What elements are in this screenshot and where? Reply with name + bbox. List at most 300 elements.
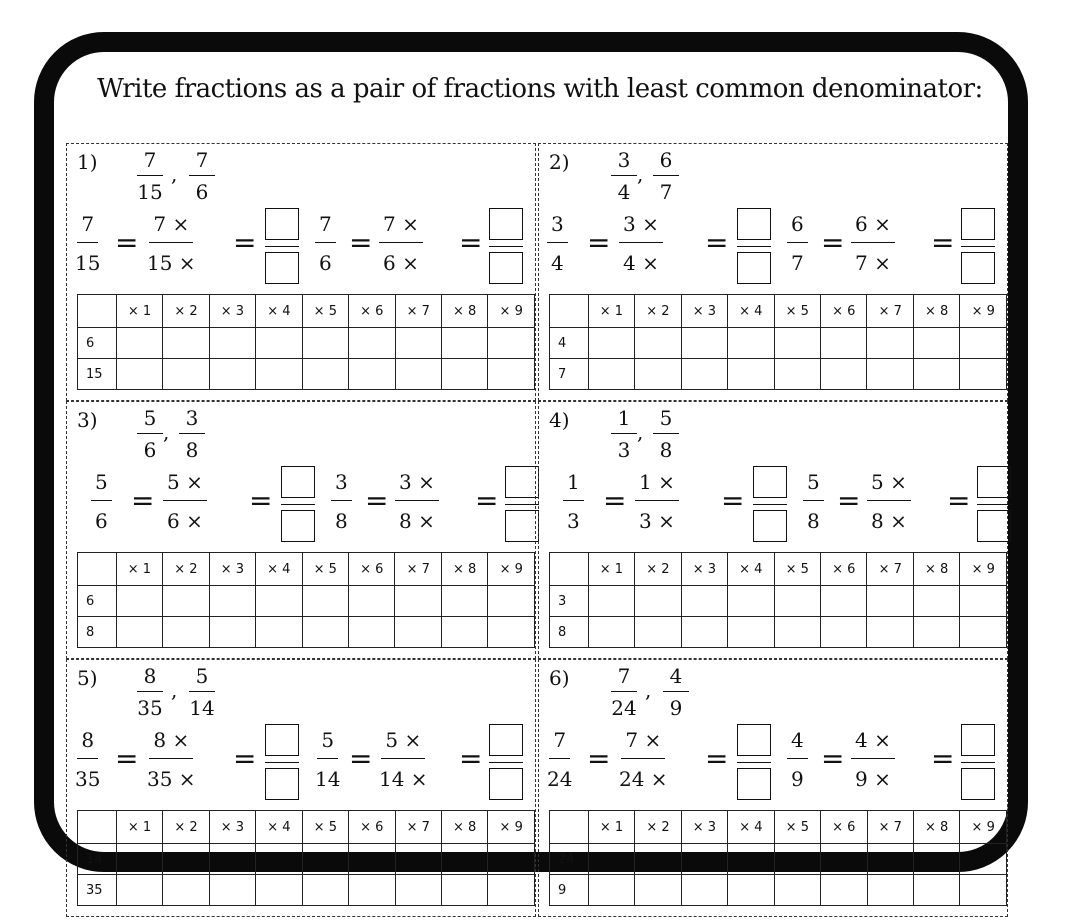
row-label: 8 <box>78 617 117 648</box>
given-fraction-a-numerator: 7 <box>137 150 163 176</box>
numerator-answer-box[interactable] <box>489 724 523 756</box>
multiplied-fraction-b-numerator: 5 × <box>381 730 425 759</box>
denominator-answer-box[interactable] <box>265 768 299 800</box>
table-header-row <box>78 553 535 586</box>
fraction-a-denominator: 3 <box>567 509 580 533</box>
given-fraction-b <box>179 408 205 460</box>
multiplier-header: × 3 <box>681 295 727 328</box>
product-cell[interactable] <box>488 359 535 390</box>
product-cell[interactable] <box>588 328 634 359</box>
product-cell[interactable] <box>588 875 634 906</box>
product-cell[interactable] <box>774 359 820 390</box>
product-cell[interactable] <box>821 844 867 875</box>
given-fraction-a-numerator: 8 <box>137 666 163 692</box>
multiplied-fraction-a-denominator: 15 × <box>147 251 196 275</box>
answer-fraction-boxes[interactable] <box>489 724 523 800</box>
numerator-answer-box[interactable] <box>977 466 1011 498</box>
table-header-row <box>550 295 1007 328</box>
fraction-a-numerator: 1 <box>563 472 584 501</box>
multiplier-header: × 2 <box>635 295 681 328</box>
equals-sign: = <box>349 226 373 259</box>
multiplier-header: × 3 <box>681 553 727 586</box>
answer-fraction-boxes[interactable] <box>505 466 539 542</box>
denominator-answer-box[interactable] <box>737 252 771 284</box>
product-cell[interactable] <box>256 586 302 617</box>
product-cell[interactable] <box>163 844 209 875</box>
product-cell[interactable] <box>728 328 774 359</box>
fraction-b <box>315 214 336 273</box>
product-cell[interactable] <box>960 844 1007 875</box>
product-cell[interactable] <box>302 359 348 390</box>
multiplier-header: × 4 <box>256 553 302 586</box>
given-fraction-a-denominator: 6 <box>143 438 157 462</box>
multiplier-header: × 9 <box>488 295 535 328</box>
multiplier-header: × 7 <box>867 553 913 586</box>
row-label: 6 <box>78 586 117 617</box>
problem-cell-2 <box>538 143 1008 401</box>
fraction-b-numerator: 5 <box>803 472 824 501</box>
fraction-a-numerator: 7 <box>77 214 98 243</box>
product-cell[interactable] <box>635 586 681 617</box>
multiplier-header: × 3 <box>209 811 255 844</box>
product-cell[interactable] <box>728 844 774 875</box>
multiplier-header: × 8 <box>441 295 487 328</box>
fraction-b <box>803 472 824 531</box>
multiplied-fraction-a-denominator: 24 × <box>619 767 668 791</box>
answer-fraction-boxes[interactable] <box>737 724 771 800</box>
denominator-answer-box[interactable] <box>737 768 771 800</box>
product-cell[interactable] <box>349 328 395 359</box>
product-cell[interactable] <box>774 586 820 617</box>
multiplied-fraction-a-denominator: 6 × <box>167 509 203 533</box>
answer-fraction-boxes[interactable] <box>489 208 523 284</box>
multiplication-table <box>77 810 535 906</box>
product-cell[interactable] <box>774 844 820 875</box>
product-cell[interactable] <box>635 875 681 906</box>
numerator-answer-box[interactable] <box>489 208 523 240</box>
multiplied-fraction-a <box>635 472 679 531</box>
answer-fraction-boxes[interactable] <box>961 208 995 284</box>
table-row <box>78 328 535 359</box>
product-cell[interactable] <box>960 328 1007 359</box>
multiplied-fraction-b-denominator: 8 × <box>399 509 435 533</box>
denominator-answer-box[interactable] <box>505 510 539 542</box>
product-cell[interactable] <box>681 875 727 906</box>
row-label: 3 <box>550 586 589 617</box>
fraction-a-denominator: 15 <box>75 251 101 275</box>
multiplier-header: × 7 <box>395 553 441 586</box>
product-cell[interactable] <box>867 617 913 648</box>
product-cell[interactable] <box>302 844 348 875</box>
product-cell[interactable] <box>913 617 959 648</box>
product-cell[interactable] <box>116 875 162 906</box>
product-cell[interactable] <box>163 359 209 390</box>
multiplier-header: × 6 <box>821 811 867 844</box>
product-cell[interactable] <box>821 617 867 648</box>
fraction-a-numerator: 8 <box>77 730 98 759</box>
numerator-answer-box[interactable] <box>961 208 995 240</box>
multiplier-header: × 7 <box>395 811 441 844</box>
equals-sign: = <box>587 226 611 259</box>
product-cell[interactable] <box>209 586 255 617</box>
product-cell[interactable] <box>395 617 441 648</box>
multiplier-header: × 5 <box>774 295 820 328</box>
problem-number: 6) <box>549 666 570 690</box>
fraction-a <box>75 214 100 273</box>
fraction-b-denominator: 6 <box>319 251 332 275</box>
fraction-a-denominator: 6 <box>95 509 108 533</box>
product-cell[interactable] <box>488 844 535 875</box>
product-cell[interactable] <box>960 875 1007 906</box>
fraction-b-numerator: 5 <box>317 730 338 759</box>
multiplier-header: × 9 <box>488 811 535 844</box>
product-cell[interactable] <box>256 328 302 359</box>
equals-sign: = <box>475 484 499 517</box>
numerator-answer-box[interactable] <box>961 724 995 756</box>
multiplier-header: × 8 <box>913 295 959 328</box>
answer-fraction-boxes[interactable] <box>265 724 299 800</box>
product-cell[interactable] <box>635 359 681 390</box>
multiplier-header: × 8 <box>913 553 959 586</box>
product-cell[interactable] <box>867 844 913 875</box>
multiplier-header: × 2 <box>635 811 681 844</box>
comma: , <box>163 420 170 444</box>
multiplier-header: × 1 <box>116 295 162 328</box>
product-cell[interactable] <box>913 586 959 617</box>
denominator-answer-box[interactable] <box>489 252 523 284</box>
fraction-b <box>315 730 340 789</box>
table-row <box>78 617 535 648</box>
product-cell[interactable] <box>395 359 441 390</box>
product-cell[interactable] <box>635 617 681 648</box>
product-cell[interactable] <box>441 844 487 875</box>
product-cell[interactable] <box>774 617 820 648</box>
denominator-answer-box[interactable] <box>961 252 995 284</box>
fraction-a-numerator: 7 <box>549 730 570 759</box>
row-label: 15 <box>78 359 117 390</box>
problem-cell-5 <box>66 659 536 917</box>
product-cell[interactable] <box>349 875 395 906</box>
multiplied-fraction-b-denominator: 14 × <box>379 767 428 791</box>
answer-fraction-boxes[interactable] <box>977 466 1011 542</box>
product-cell[interactable] <box>302 617 348 648</box>
multiplier-header: × 6 <box>821 295 867 328</box>
multiplier-header: × 4 <box>728 811 774 844</box>
multiplier-header: × 7 <box>867 811 913 844</box>
product-cell[interactable] <box>349 617 395 648</box>
given-fraction-b <box>189 150 215 202</box>
product-cell[interactable] <box>913 328 959 359</box>
product-cell[interactable] <box>349 359 395 390</box>
fraction-bar <box>489 762 523 763</box>
multiplied-fraction-b <box>379 730 428 789</box>
product-cell[interactable] <box>681 328 727 359</box>
table-corner-cell <box>78 811 117 844</box>
equals-sign: = <box>131 484 155 517</box>
problem-number: 1) <box>77 150 98 174</box>
table-header-row <box>550 553 1007 586</box>
product-cell[interactable] <box>821 875 867 906</box>
equals-sign: = <box>603 484 627 517</box>
product-cell[interactable] <box>728 875 774 906</box>
answer-fraction-boxes[interactable] <box>281 466 315 542</box>
equals-sign: = <box>115 742 139 775</box>
fraction-b-denominator: 8 <box>335 509 348 533</box>
row-label: 4 <box>550 328 589 359</box>
product-cell[interactable] <box>867 359 913 390</box>
given-fraction-b-denominator: 14 <box>189 696 215 720</box>
numerator-answer-box[interactable] <box>265 208 299 240</box>
product-cell[interactable] <box>588 586 634 617</box>
multiplied-fraction-a <box>619 214 663 273</box>
product-cell[interactable] <box>821 586 867 617</box>
denominator-answer-box[interactable] <box>977 510 1011 542</box>
multiplier-header: × 6 <box>821 553 867 586</box>
given-fraction-a-denominator: 3 <box>617 438 631 462</box>
table-row <box>550 586 1007 617</box>
numerator-answer-box[interactable] <box>753 466 787 498</box>
product-cell[interactable] <box>256 617 302 648</box>
table-corner-cell <box>550 553 589 586</box>
row-label: 6 <box>78 328 117 359</box>
given-fraction-b-numerator: 7 <box>189 150 215 176</box>
answer-fraction-boxes[interactable] <box>961 724 995 800</box>
multiplication-table <box>549 810 1007 906</box>
table-row <box>78 875 535 906</box>
table-row <box>550 359 1007 390</box>
product-cell[interactable] <box>163 328 209 359</box>
equals-sign: = <box>587 742 611 775</box>
denominator-answer-box[interactable] <box>265 252 299 284</box>
fraction-b <box>787 214 808 273</box>
product-cell[interactable] <box>209 359 255 390</box>
equals-sign: = <box>821 226 845 259</box>
product-cell[interactable] <box>913 844 959 875</box>
fraction-a <box>91 472 112 531</box>
table-corner-cell <box>550 295 589 328</box>
given-fraction-a-denominator: 4 <box>617 180 631 204</box>
problem-number: 3) <box>77 408 98 432</box>
comma: , <box>645 678 652 702</box>
row-label: 14 <box>78 844 117 875</box>
given-fraction-b-denominator: 6 <box>195 180 209 204</box>
given-fraction-a <box>611 408 637 460</box>
fraction-a <box>547 214 568 273</box>
equals-sign: = <box>233 742 257 775</box>
multiplier-header: × 7 <box>867 295 913 328</box>
numerator-answer-box[interactable] <box>737 724 771 756</box>
given-fraction-a <box>611 150 637 202</box>
product-cell[interactable] <box>163 617 209 648</box>
answer-fraction-boxes[interactable] <box>737 208 771 284</box>
product-cell[interactable] <box>728 586 774 617</box>
product-cell[interactable] <box>588 359 634 390</box>
denominator-answer-box[interactable] <box>961 768 995 800</box>
product-cell[interactable] <box>349 586 395 617</box>
multiplication-table <box>77 552 535 648</box>
multiplier-header: × 3 <box>209 295 255 328</box>
multiplied-fraction-b-denominator: 8 × <box>871 509 907 533</box>
fraction-a <box>75 730 100 789</box>
equals-sign: = <box>365 484 389 517</box>
product-cell[interactable] <box>441 617 487 648</box>
product-cell[interactable] <box>728 617 774 648</box>
product-cell[interactable] <box>395 586 441 617</box>
multiplier-header: × 2 <box>163 811 209 844</box>
row-label: 35 <box>78 875 117 906</box>
product-cell[interactable] <box>681 586 727 617</box>
equals-sign: = <box>349 742 373 775</box>
product-cell[interactable] <box>588 617 634 648</box>
denominator-answer-box[interactable] <box>281 510 315 542</box>
product-cell[interactable] <box>256 844 302 875</box>
numerator-answer-box[interactable] <box>281 466 315 498</box>
product-cell[interactable] <box>488 875 535 906</box>
fraction-b-denominator: 8 <box>807 509 820 533</box>
product-cell[interactable] <box>302 328 348 359</box>
product-cell[interactable] <box>256 875 302 906</box>
numerator-answer-box[interactable] <box>265 724 299 756</box>
given-fraction-a <box>137 666 163 718</box>
product-cell[interactable] <box>163 586 209 617</box>
product-cell[interactable] <box>960 359 1007 390</box>
product-cell[interactable] <box>163 875 209 906</box>
given-fraction-b-denominator: 8 <box>185 438 199 462</box>
product-cell[interactable] <box>488 617 535 648</box>
answer-fraction-boxes[interactable] <box>753 466 787 542</box>
product-cell[interactable] <box>681 617 727 648</box>
product-cell[interactable] <box>395 328 441 359</box>
answer-fraction-boxes[interactable] <box>265 208 299 284</box>
multiplied-fraction-b <box>379 214 423 273</box>
fraction-a-numerator: 5 <box>91 472 112 501</box>
product-cell[interactable] <box>774 875 820 906</box>
multiplied-fraction-a-numerator: 7 × <box>621 730 665 759</box>
comma: , <box>171 678 178 702</box>
given-fraction-b-numerator: 5 <box>189 666 215 692</box>
product-cell[interactable] <box>867 875 913 906</box>
product-cell[interactable] <box>116 328 162 359</box>
table-corner-cell <box>550 811 589 844</box>
product-cell[interactable] <box>867 328 913 359</box>
equals-sign: = <box>821 742 845 775</box>
row-label: 24 <box>550 844 589 875</box>
denominator-answer-box[interactable] <box>753 510 787 542</box>
fraction-a-denominator: 4 <box>551 251 564 275</box>
multiplied-fraction-a-denominator: 3 × <box>639 509 675 533</box>
product-cell[interactable] <box>488 328 535 359</box>
fraction-b-denominator: 7 <box>791 251 804 275</box>
numerator-answer-box[interactable] <box>737 208 771 240</box>
given-fraction-a-numerator: 1 <box>611 408 637 434</box>
multiplier-header: × 7 <box>395 295 441 328</box>
fraction-bar <box>961 762 995 763</box>
product-cell[interactable] <box>116 617 162 648</box>
multiplied-fraction-a-numerator: 7 × <box>149 214 193 243</box>
product-cell[interactable] <box>302 875 348 906</box>
product-cell[interactable] <box>821 359 867 390</box>
product-cell[interactable] <box>395 844 441 875</box>
fraction-bar <box>977 504 1011 505</box>
product-cell[interactable] <box>441 328 487 359</box>
given-fraction-b <box>189 666 215 718</box>
product-cell[interactable] <box>395 875 441 906</box>
product-cell[interactable] <box>774 328 820 359</box>
product-cell[interactable] <box>209 328 255 359</box>
product-cell[interactable] <box>635 328 681 359</box>
product-cell[interactable] <box>488 586 535 617</box>
product-cell[interactable] <box>349 844 395 875</box>
product-cell[interactable] <box>913 359 959 390</box>
multiplier-header: × 3 <box>209 553 255 586</box>
product-cell[interactable] <box>441 359 487 390</box>
product-cell[interactable] <box>588 844 634 875</box>
product-cell[interactable] <box>960 586 1007 617</box>
product-cell[interactable] <box>441 875 487 906</box>
product-cell[interactable] <box>728 359 774 390</box>
denominator-answer-box[interactable] <box>489 768 523 800</box>
given-fraction-b <box>663 666 689 718</box>
multiplied-fraction-b <box>395 472 439 531</box>
multiplied-fraction-b-denominator: 6 × <box>383 251 419 275</box>
product-cell[interactable] <box>116 844 162 875</box>
multiplier-header: × 9 <box>488 553 535 586</box>
given-fraction-b-denominator: 7 <box>659 180 673 204</box>
fraction-bar <box>489 246 523 247</box>
table-row <box>78 359 535 390</box>
product-cell[interactable] <box>960 617 1007 648</box>
product-cell[interactable] <box>116 359 162 390</box>
multiplier-header: × 2 <box>163 553 209 586</box>
multiplier-header: × 9 <box>960 553 1007 586</box>
product-cell[interactable] <box>116 586 162 617</box>
problem-grid <box>66 143 1008 898</box>
multiplied-fraction-a <box>147 730 196 789</box>
product-cell[interactable] <box>209 844 255 875</box>
product-cell[interactable] <box>209 875 255 906</box>
given-fraction-b-denominator: 8 <box>659 438 673 462</box>
multiplier-header: × 4 <box>256 811 302 844</box>
multiplier-header: × 9 <box>960 295 1007 328</box>
product-cell[interactable] <box>821 328 867 359</box>
fraction-a-denominator: 24 <box>547 767 573 791</box>
multiplier-header: × 1 <box>116 811 162 844</box>
product-cell[interactable] <box>867 586 913 617</box>
multiplied-fraction-a-numerator: 1 × <box>635 472 679 501</box>
fraction-bar <box>737 762 771 763</box>
product-cell[interactable] <box>302 586 348 617</box>
problem-cell-1 <box>66 143 536 401</box>
fraction-b-numerator: 4 <box>787 730 808 759</box>
product-cell[interactable] <box>209 617 255 648</box>
product-cell[interactable] <box>681 359 727 390</box>
multiplied-fraction-a-numerator: 3 × <box>619 214 663 243</box>
fraction-a-numerator: 3 <box>547 214 568 243</box>
problem-cell-3 <box>66 401 536 659</box>
multiplier-header: × 6 <box>349 553 395 586</box>
multiplier-header: × 1 <box>588 811 634 844</box>
table-row <box>78 586 535 617</box>
numerator-answer-box[interactable] <box>505 466 539 498</box>
product-cell[interactable] <box>441 586 487 617</box>
table-header-row <box>550 811 1007 844</box>
product-cell[interactable] <box>681 844 727 875</box>
product-cell[interactable] <box>913 875 959 906</box>
given-fraction-b-numerator: 4 <box>663 666 689 692</box>
product-cell[interactable] <box>256 359 302 390</box>
multiplier-header: × 3 <box>681 811 727 844</box>
product-cell[interactable] <box>635 844 681 875</box>
